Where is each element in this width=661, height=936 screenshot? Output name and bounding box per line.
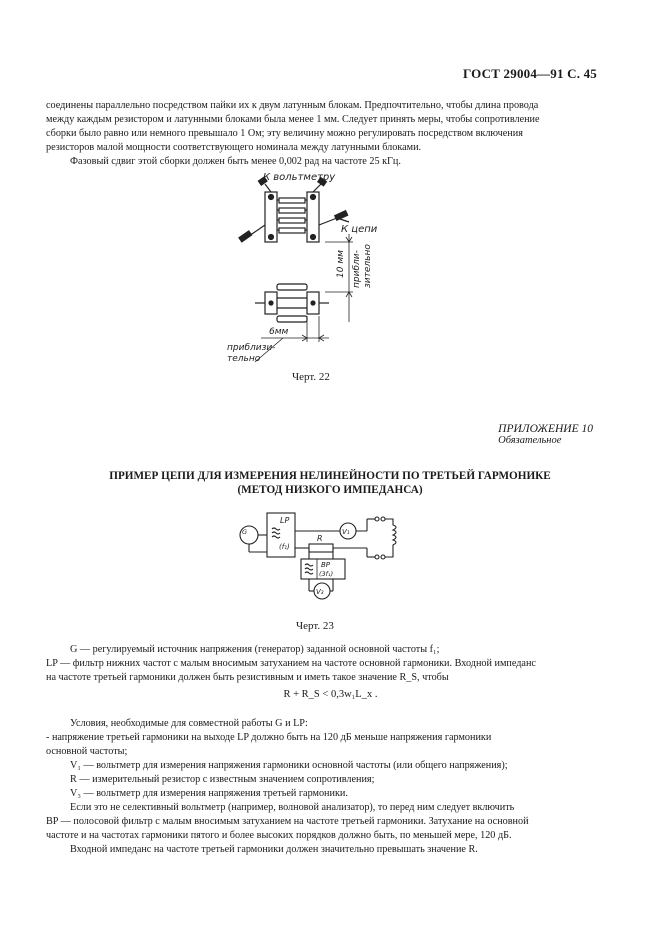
figure-22-caption: Черт. 22 [292, 371, 330, 383]
appendix-title: ПРИЛОЖЕНИЕ 10 [498, 423, 593, 435]
selective-line: частоте и на частотах гармоники пятого и более высоких порядков должно быть, по меньшей мере, 120 дБ. [46, 830, 512, 841]
intro-line: между каждым резистором и латунными блоками была менее 1 мм. Следует принять меры, чтобы сопротивление [46, 114, 540, 125]
intro-line: Фазовый сдвиг этой сборки должен быть менее 0,002 рад на частоте 25 кГц. [70, 156, 401, 167]
intro-line: резисторов малой мощности соответствующего номинала между латунными блоками. [46, 142, 422, 153]
lp-label: LP [280, 516, 290, 525]
definitions-block [46, 643, 616, 685]
section-title-line: ПРИМЕР ЦЕПИ ДЛЯ ИЗМЕРЕНИЯ НЕЛИНЕЙНОСТИ ПО ТРЕТЬЕЙ ГАРМОНИКЕ [109, 470, 551, 482]
final-sentence: Входной импеданс на частоте третьей гармоники должен значительно превышать значение R. [70, 844, 478, 855]
formula: R + R_S < 0,3w₁L_x . [283, 689, 378, 700]
definition-g: G — регулируемый источник напряжения (генератор) заданной основной частоты f₁; [70, 644, 440, 655]
conditions-block [46, 717, 616, 857]
label-10mm: 10 мм [336, 250, 346, 278]
label-to-voltmeter: К вольтметру [263, 172, 336, 183]
definition-lp-continued: на частоте третьей гармоники должен быть резистивным и иметь такое значение R_S, чтобы [46, 672, 449, 683]
label-6mm: 6мм [269, 327, 289, 337]
v1-label: V₁ [342, 528, 350, 536]
label-approx-vertical-2: зительно [363, 244, 373, 288]
label-approx-horizontal-1: приблизи- [227, 343, 276, 353]
figure-23-caption: Черт. 23 [296, 620, 334, 632]
v3-label: V₃ [316, 588, 324, 596]
condition-item-continued: основной частоты; [46, 746, 128, 757]
condition-item: - напряжение третьей гармоники на выходе LP должно быть на 120 дБ меньше напряжения гармоники [46, 732, 492, 743]
r-label: R [317, 534, 323, 543]
resistor-r [309, 544, 333, 552]
figure-22-resistor-assembly [225, 170, 378, 365]
section-title-line: (МЕТОД НИЗКОГО ИМПЕДАНСА) [237, 484, 423, 496]
conditions-intro: Условия, необходимые для совместной работы G и LP: [70, 718, 308, 729]
definition-v3: V₃ — вольтметр для измерения напряжения третьей гармоники. [70, 788, 348, 799]
definition-r: R — измерительный резистор с известным значением сопротивления; [70, 774, 375, 785]
page-header: ГОСТ 29004—91 С. 45 [463, 66, 597, 81]
bp-label: BP [321, 561, 331, 569]
intro-paragraph [46, 99, 616, 169]
gen-label: G [242, 528, 248, 536]
lp-freq-label: (f₁) [279, 543, 290, 551]
label-approx-horizontal-2: тельно [227, 354, 261, 364]
definition-lp: LP — фильтр нижних частот с малым вносимым затуханием на частоте основной гармоники. Входной импеданс [46, 658, 536, 669]
label-to-circuit: К цепи [341, 224, 378, 235]
appendix-subtitle: Обязательное [498, 435, 562, 446]
definition-v1: V₁ — вольтметр для измерения напряжения гармоники основной частоты (или общего напряжения); [70, 760, 508, 771]
section-title [60, 469, 600, 497]
bp-freq-label: (3f₁) [319, 570, 334, 578]
label-approx-vertical-1: прибли- [352, 250, 362, 288]
selective-line: Если это не селективный вольтметр (например, волновой анализатор), то перед ним следует включить [70, 802, 515, 813]
intro-line: сборки было равно или немного превышало 1 Ом; эту величину можно регулировать посредством включения [46, 128, 523, 139]
intro-line: соединены параллельно посредством пайки их к двум латунным блокам. Предпочтительно, чтобы длина провода [46, 100, 539, 111]
figure-23-circuit [235, 505, 405, 605]
appendix-heading [498, 423, 593, 446]
selective-line: BP — полосовой фильтр с малым вносимым затуханием на частоте третьей гармоники. Затухание на основной [46, 816, 529, 827]
